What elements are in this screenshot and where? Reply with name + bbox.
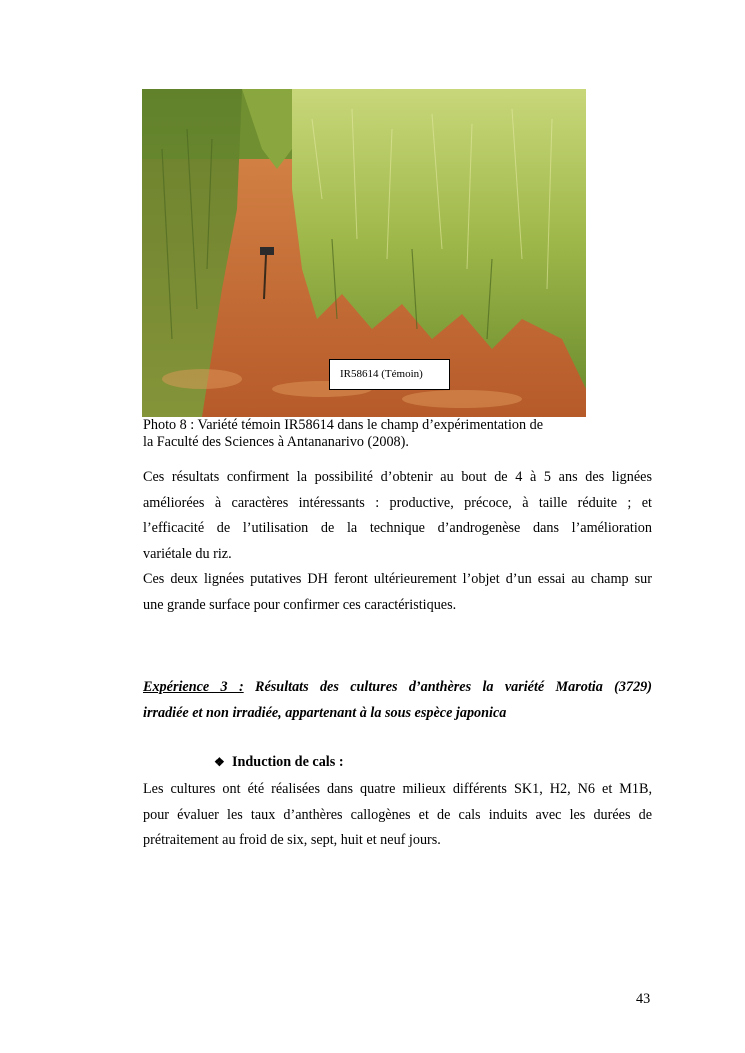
page-number: 43 [636,991,651,1007]
caption-line-1: Photo 8 : Variété témoin IR58614 dans le champ d’expérimentation de [143,417,544,433]
experience-title-part-2: irradiée et non irradiée, appartenant à la sous espèce japonica [143,704,507,721]
results-paragraph [143,465,652,619]
rice-field-photo [142,89,586,417]
experience-title-part-1: Résultats des cultures d’anthères la variété Marotia (3729) [243,679,652,695]
induction-paragraph [143,777,652,854]
paragraph-line: prétraitement au froid de six, sept, huit et neuf jours. [143,832,441,849]
paragraph-line: améliorées à caractères intéressants : productive, précoce, à taille réduite ; et [143,494,652,511]
paragraph-line: Les cultures ont été réalisées dans quatre milieux différents SK1, H2, N6 et M1B, [143,781,652,797]
paragraph-line: l’efficacité de l’utilisation de la technique d’androgenèse dans l’amélioration [143,520,652,537]
diamond-bullet-icon: ❖ [214,755,225,769]
paragraph-line: pour évaluer les taux d’anthères callogènes et de cals induits avec les durées de [143,806,652,823]
paragraph-line: Ces résultats confirment la possibilité d’obtenir au bout de 4 à 5 ans des lignées [143,469,652,485]
experience-heading [143,675,652,726]
induction-heading [214,752,344,772]
experience-label: Expérience 3 : [143,679,244,695]
paragraph-line: variétale du riz. [143,545,232,562]
caption-line-2: la Faculté des Sciences à Antananarivo (2008). [143,434,409,450]
experience-heading-line-1 [143,675,652,701]
paragraph-line: une grande surface pour confirmer ces caractéristiques. [143,596,457,613]
paragraph-line: Ces deux lignées putatives DH feront ultérieurement l’objet d’un essai au champ sur [143,571,652,588]
photo-caption [143,417,603,451]
photo-label-box: IR58614 (Témoin) [329,359,450,390]
induction-heading-text: Induction de cals : [232,754,344,770]
